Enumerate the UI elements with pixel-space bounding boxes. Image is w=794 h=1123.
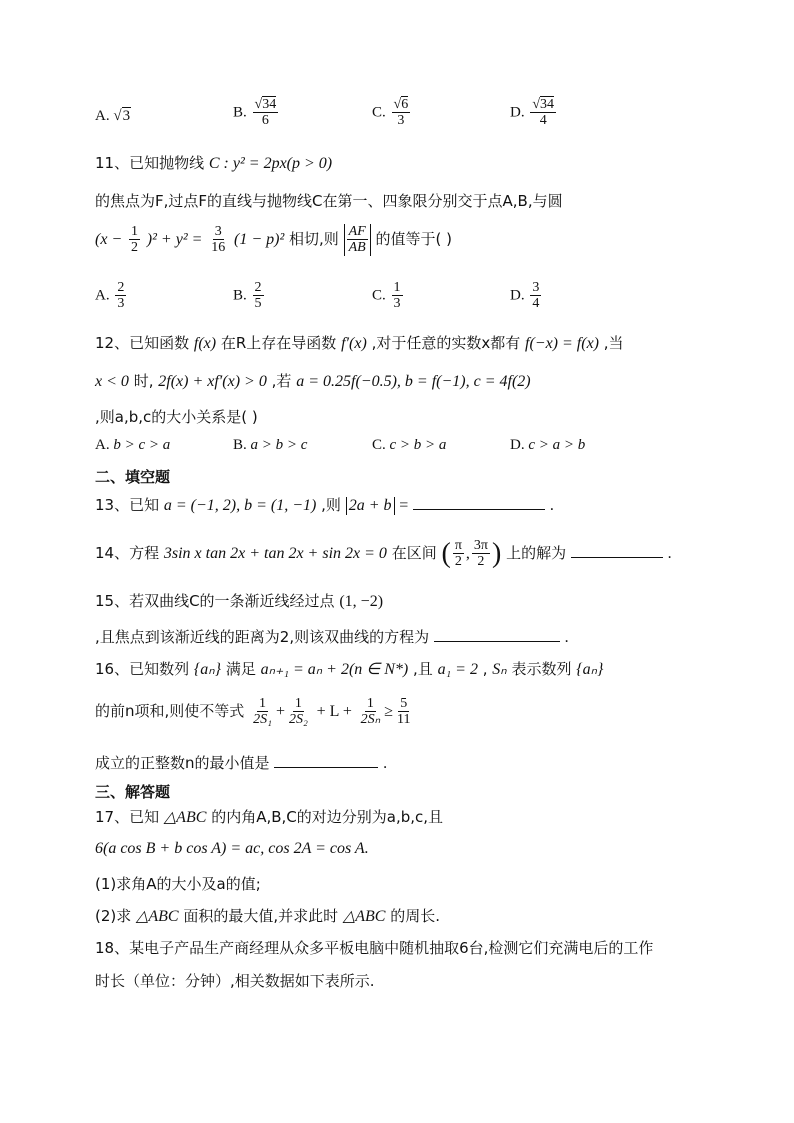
math-expression: (1 − p)² bbox=[233, 230, 285, 248]
radicand: 3 bbox=[122, 108, 131, 124]
question-text: 16、已知数列 bbox=[95, 660, 190, 678]
numerator: 1 bbox=[393, 280, 401, 295]
option-label: B. bbox=[233, 437, 247, 453]
q14-line: 14、方程 3sin x tan 2x + tan 2x + sin 2x = 0 在区间 ( $\frac{\pi}{2}$ , $\frac{3\pi}{2}$ ) 上的解为 . bbox=[95, 537, 672, 570]
period: . bbox=[667, 544, 672, 562]
q11-line-1 bbox=[95, 152, 332, 173]
q12-option-b bbox=[233, 437, 307, 454]
fraction: $\frac{√34}{4}$ bbox=[532, 97, 555, 129]
question-text: 15、若双曲线C的一条渐近线经过点 bbox=[95, 592, 335, 610]
math-expression: (x − bbox=[95, 230, 123, 248]
numerator: 1 bbox=[366, 696, 374, 711]
denominator: 2S₁ bbox=[253, 712, 272, 728]
q17-line-2: 6(a cos B + b cos A) = ac, cos 2A = cos A. bbox=[95, 840, 369, 857]
option-label: C. bbox=[372, 104, 386, 121]
question-text: ,当 bbox=[603, 334, 624, 352]
numerator: 2 bbox=[254, 280, 262, 295]
q12-option-d bbox=[510, 437, 585, 454]
denominator: 6 bbox=[261, 113, 269, 129]
q10-option-a bbox=[95, 108, 131, 125]
option-label: D. bbox=[510, 287, 525, 304]
math-expression: ≥ bbox=[384, 702, 393, 720]
question-text: 成立的正整数n的最小值是 bbox=[95, 754, 270, 772]
denominator: 2S₂ bbox=[288, 712, 308, 728]
option-value: c > a > b bbox=[528, 437, 586, 453]
section-title-fill-in: 二、填空题 bbox=[95, 468, 171, 486]
question-text: 面积的最大值,并求此时 bbox=[183, 907, 339, 925]
question-text: ,对于任意的实数x都有 bbox=[371, 334, 521, 352]
q17-part-2 bbox=[95, 905, 440, 926]
math-expression: △ABC bbox=[342, 908, 386, 925]
denominator: 2Sₙ bbox=[360, 712, 381, 728]
q15-line-2 bbox=[95, 626, 569, 647]
option-label: C. bbox=[372, 287, 386, 304]
fraction: $\frac{√34}{6}$ bbox=[254, 97, 277, 129]
denominator: 4 bbox=[532, 296, 540, 312]
question-text: ,且焦点到该渐近线的距离为2,则该双曲线的方程为 bbox=[95, 628, 430, 646]
period: . bbox=[564, 629, 569, 646]
option-value: b > c > a bbox=[113, 437, 171, 453]
math-expression: f(−x) = f(x) bbox=[525, 335, 599, 352]
math-expression: (1, −2) bbox=[339, 593, 384, 610]
numerator: 6 bbox=[401, 97, 409, 112]
q16-line-2: 的前n项和,则使不等式 $\frac{1}{\text{2S₁}}$ + $\frac{1}{\text{2S₂}}$ + L + $\frac{1}{\text{2Sₙ}}$ ≥ $\frac{5}{11}$ bbox=[95, 696, 411, 728]
math-expression: △ABC bbox=[163, 809, 207, 826]
q18-line-2: 时长（单位：分钟）,相关数据如下表所示. bbox=[95, 972, 375, 990]
question-text: ,若 bbox=[271, 372, 292, 390]
denominator: AB bbox=[348, 240, 366, 256]
numerator: 5 bbox=[400, 696, 408, 711]
question-text: 相切,则 bbox=[289, 229, 339, 248]
denominator: 3 bbox=[393, 296, 401, 312]
math-expression: C : y² = 2px(p > 0) bbox=[208, 155, 333, 172]
math-expression: f′(x) bbox=[341, 335, 367, 352]
fraction bbox=[453, 538, 464, 570]
math-expression: x < 0 bbox=[95, 373, 129, 390]
denominator: 5 bbox=[254, 296, 262, 312]
q12-option-c bbox=[372, 437, 446, 454]
q17-line-1 bbox=[95, 806, 443, 827]
fraction bbox=[209, 224, 227, 256]
option-label: C. bbox=[372, 437, 386, 453]
q12-option-a bbox=[95, 437, 170, 454]
numerator: 34 bbox=[262, 97, 277, 112]
fraction bbox=[392, 280, 403, 312]
fraction bbox=[359, 696, 383, 728]
question-text: 满足 bbox=[225, 660, 256, 678]
question-text: 14、方程 bbox=[95, 543, 160, 562]
math-expression: △ABC bbox=[136, 908, 179, 925]
q10-option-b bbox=[233, 97, 280, 129]
question-text: 表示数列 bbox=[511, 660, 572, 678]
numerator: 1 bbox=[131, 224, 139, 239]
numerator: 34 bbox=[540, 97, 555, 112]
math-expression: = bbox=[399, 497, 409, 514]
q11-option-b bbox=[233, 280, 266, 312]
q17-part-1: (1)求角A的大小及a的值; bbox=[95, 875, 261, 893]
option-value: c > b > a bbox=[389, 437, 447, 453]
answer-blank[interactable] bbox=[413, 495, 545, 510]
fraction bbox=[287, 696, 310, 728]
math-expression: aₙ₊₁ = aₙ + 2(n ∈ N*) bbox=[260, 661, 409, 678]
denominator: 16 bbox=[211, 240, 226, 256]
question-text: ,则 bbox=[321, 496, 341, 514]
math-expression: a₁ = 2 bbox=[437, 661, 478, 678]
question-text: 11、已知抛物线 bbox=[95, 154, 205, 172]
question-text: 在区间 bbox=[391, 543, 437, 562]
period: . bbox=[383, 755, 388, 772]
q18-line-1: 18、某电子产品生产商经理从众多平板电脑中随机抽取6台,检测它们充满电后的工作 bbox=[95, 939, 654, 957]
q12-line-1 bbox=[95, 332, 624, 353]
question-text: 12、已知函数 bbox=[95, 334, 190, 352]
numerator: π bbox=[454, 538, 462, 553]
fraction bbox=[129, 224, 140, 256]
q11-option-a bbox=[95, 280, 128, 312]
option-label: B. bbox=[233, 104, 247, 121]
denominator: 3 bbox=[117, 296, 125, 312]
question-text: 的值等于( ) bbox=[375, 229, 452, 248]
period: . bbox=[549, 497, 554, 514]
fraction bbox=[253, 280, 264, 312]
math-expression: a = (−1, 2), b = (1, −1) bbox=[163, 497, 317, 514]
math-expression: Sₙ bbox=[492, 661, 507, 678]
q13-line bbox=[95, 494, 554, 515]
math-expression: f(x) bbox=[193, 335, 217, 352]
left-paren: ( bbox=[441, 537, 451, 569]
math-expression: {aₙ} bbox=[576, 661, 604, 678]
numerator: 3 bbox=[214, 224, 222, 239]
question-text: 的内角A,B,C的对边分别为a,b,c,且 bbox=[211, 808, 444, 826]
option-label: A. bbox=[95, 108, 110, 124]
fraction bbox=[530, 280, 541, 312]
question-text: 上的解为 bbox=[506, 543, 567, 562]
q12-line-2 bbox=[95, 370, 531, 391]
q11-line-2: 的焦点为F,过点F的直线与抛物线C在第一、四象限分别交于点A,B,与圆 bbox=[95, 192, 563, 210]
right-paren: ) bbox=[491, 537, 502, 569]
option-label: A. bbox=[95, 437, 110, 453]
q11-line-3 bbox=[95, 224, 452, 256]
absolute-ratio bbox=[344, 224, 371, 256]
denominator: 2 bbox=[131, 240, 139, 256]
answer-blank[interactable] bbox=[571, 543, 663, 558]
option-label: A. bbox=[95, 287, 110, 304]
question-text: 的前n项和,则使不等式 bbox=[95, 701, 245, 720]
question-text: 13、已知 bbox=[95, 496, 160, 514]
math-expression: 3sin x tan 2x + tan 2x + sin 2x = 0 bbox=[163, 544, 387, 562]
math-expression: + L + bbox=[316, 702, 352, 720]
fraction bbox=[251, 696, 274, 728]
fraction: $\frac{√6}{3}$ bbox=[393, 97, 409, 129]
math-expression: {aₙ} bbox=[193, 661, 222, 678]
numerator: AF bbox=[348, 224, 366, 239]
option-label: B. bbox=[233, 287, 247, 304]
numerator: 1 bbox=[294, 696, 302, 711]
option-label: D. bbox=[510, 437, 525, 453]
denominator: 11 bbox=[397, 712, 411, 728]
fraction bbox=[115, 280, 126, 312]
numerator: 3 bbox=[532, 280, 540, 295]
q12-line-3: ,则a,b,c的大小关系是( ) bbox=[95, 408, 258, 426]
denominator: 3 bbox=[397, 113, 405, 129]
absolute-expression: 2a + b bbox=[346, 497, 395, 515]
question-text: 在R上存在导函数 bbox=[220, 334, 337, 352]
q15-line-1 bbox=[95, 590, 383, 611]
question-text: 时, bbox=[133, 372, 154, 390]
option-value: a > b > c bbox=[250, 437, 308, 453]
q11-option-d bbox=[510, 280, 543, 312]
option-label: D. bbox=[510, 104, 525, 121]
q16-line-3 bbox=[95, 752, 387, 773]
question-text: (2)求 bbox=[95, 907, 132, 925]
denominator: 2 bbox=[477, 554, 485, 570]
answer-blank[interactable] bbox=[274, 753, 378, 768]
question-text: ,且 bbox=[413, 660, 433, 678]
answer-blank[interactable] bbox=[434, 627, 560, 642]
math-expression: a = 0.25f(−0.5), b = f(−1), c = 4f(2) bbox=[296, 373, 531, 390]
numerator: 3π bbox=[473, 538, 488, 553]
math-expression: 2f(x) + xf′(x) > 0 bbox=[158, 373, 267, 390]
question-text: 的周长. bbox=[390, 907, 440, 925]
question-text: , bbox=[482, 660, 488, 678]
q16-line-1 bbox=[95, 658, 603, 679]
math-expression: )² + y² = bbox=[146, 230, 203, 248]
denominator: 2 bbox=[454, 554, 462, 570]
q11-option-c bbox=[372, 280, 405, 312]
q10-option-c bbox=[372, 97, 412, 129]
section-title-solutions: 三、解答题 bbox=[95, 783, 171, 801]
sqrt: √3 bbox=[113, 108, 131, 124]
numerator: 1 bbox=[259, 696, 266, 711]
fraction bbox=[472, 538, 490, 570]
q10-option-d bbox=[510, 97, 558, 129]
fraction bbox=[395, 696, 412, 728]
question-text: 17、已知 bbox=[95, 808, 160, 826]
denominator: 4 bbox=[539, 113, 547, 129]
numerator: 2 bbox=[117, 280, 125, 295]
